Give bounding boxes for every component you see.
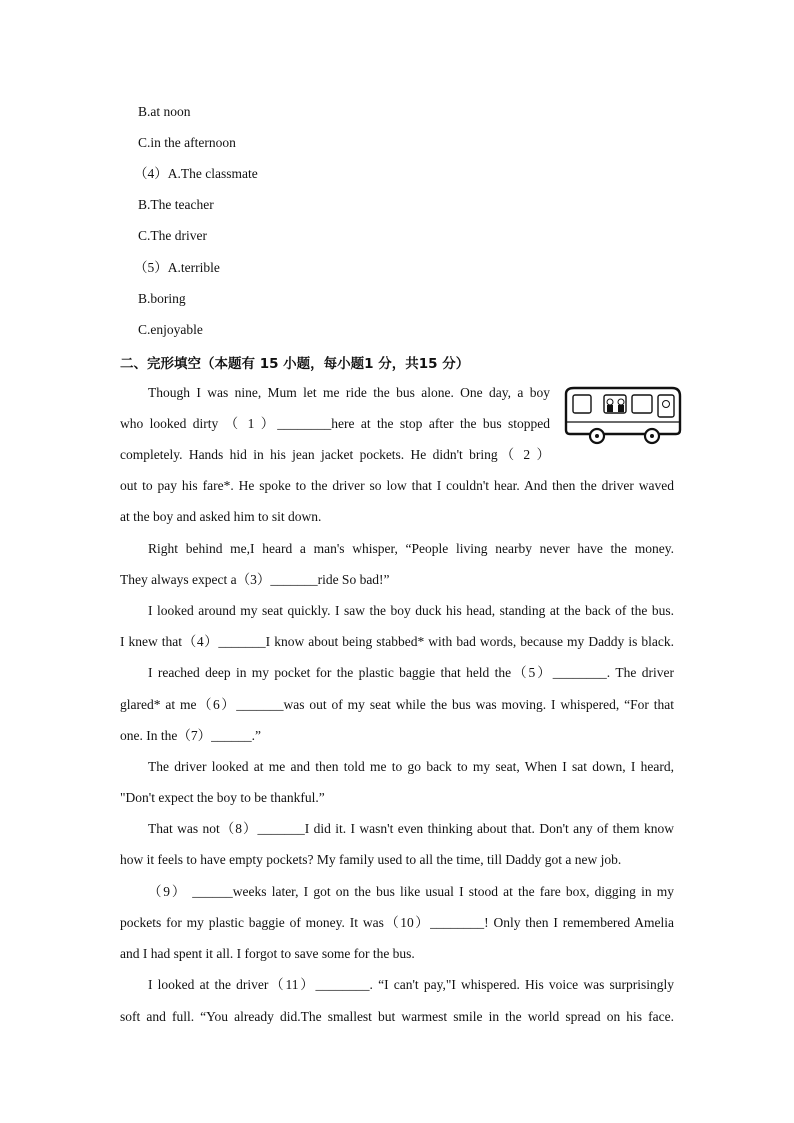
- passage-line: I looked at the driver（11）________. “I can't pay,"I whispered. His voice was surprisingly: [148, 977, 674, 992]
- passage-line: The driver looked at me and then told me to go back to my seat, When I sat down, I heard,: [148, 759, 674, 774]
- option-q4-c: C.The driver: [138, 228, 207, 243]
- passage-line: They always expect a（3）_______ride So bad!”: [120, 572, 390, 587]
- passage-line: completely. Hands hid in his jean jacket pockets. He didn't bring（ 2 ）: [120, 447, 550, 462]
- option-q5-b: B.boring: [138, 291, 186, 306]
- option-q3-b: B.at noon: [138, 104, 191, 119]
- option-q4-a: （4）A.The classmate: [134, 166, 258, 181]
- passage-line: I looked around my seat quickly. I saw the boy duck his head, standing at the back of the bus.: [148, 603, 674, 618]
- passage-line: at the boy and asked him to sit down.: [120, 509, 322, 524]
- passage-line: "Don't expect the boy to be thankful.”: [120, 790, 325, 805]
- passage-line: That was not（8）_______I did it. I wasn't even thinking about that. Don't any of them know: [148, 821, 674, 836]
- passage-line: one. In the（7）______.”: [120, 728, 261, 743]
- option-q5-a: （5）A.terrible: [134, 260, 220, 275]
- passage-line: who looked dirty （ 1 ）________here at the stop after the bus stopped: [120, 416, 550, 431]
- option-q5-c: C.enjoyable: [138, 322, 203, 337]
- passage-line: I reached deep in my pocket for the plastic baggie that held the（5）________. The driver: [148, 665, 674, 680]
- passage-line: soft and full. “You already did.The smallest but warmest smile in the world spread on his face.: [120, 1009, 674, 1024]
- passage-line: out to pay his fare*. He spoke to the driver so low that I couldn't hear. And then the driver waved: [120, 478, 674, 493]
- passage-line: how it feels to have empty pockets? My family used to all the time, till Daddy got a new job.: [120, 852, 622, 867]
- option-q4-b: B.The teacher: [138, 197, 214, 212]
- passage-line: Right behind me,I heard a man's whisper, “People living nearby never have the money.: [148, 541, 674, 556]
- passage-line: Though I was nine, Mum let me ride the bus alone. One day, a boy: [148, 385, 550, 400]
- passage-line: and I had spent it all. I forgot to save some for the bus.: [120, 946, 415, 961]
- passage-line: （9） ______weeks later, I got on the bus like usual I stood at the fare box, digging in my: [148, 884, 674, 899]
- bus-illustration: [560, 384, 686, 448]
- section-title-cloze: 二、完形填空（本题有 15 小题，每小题1 分，共15 分）: [120, 356, 470, 372]
- passage-line: glared* at me（6）_______was out of my seat while the bus was moving. I whispered, “For that: [120, 697, 674, 712]
- passage-line: I knew that（4）_______I know about being stabbed* with bad words, because my Daddy is black.: [120, 634, 674, 649]
- passage-line: pockets for my plastic baggie of money. It was（10）________! Only then I remembered Amelia: [120, 915, 674, 930]
- option-q3-c: C.in the afternoon: [138, 135, 236, 150]
